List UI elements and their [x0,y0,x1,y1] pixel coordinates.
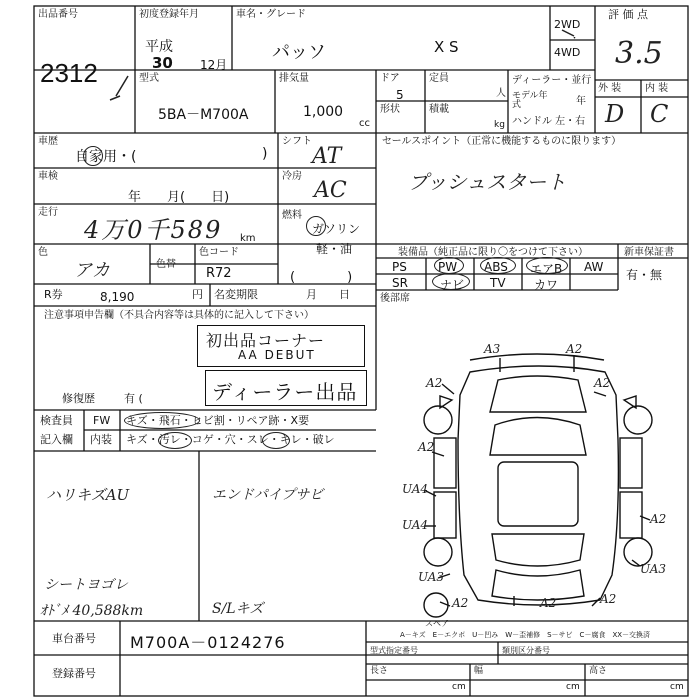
displacement: 1,000 [303,104,344,120]
mark-a2-front: A2 [566,342,583,356]
equip-navi: ナビ [440,278,465,292]
interior-row: キズ・汚レ・コゲ・穴・スレ・キレ・破レ [126,433,335,446]
era: 平成 [145,39,173,55]
mark-ua3-left-rear: UA3 [418,570,445,584]
ac-label: 冷房 [282,171,302,182]
width-label: 幅 [474,666,484,676]
stamp-line1: 初出品コーナー [206,331,326,350]
note-hand-5: S/Lキズ [212,601,264,617]
equip-sr: SR [392,276,408,290]
history-label: 車歴 [38,136,58,147]
reg-year: 30 [152,54,173,72]
equip-ps: PS [392,260,407,274]
repair-label: 修復歴 [62,392,95,405]
history-value: 自家用・( [75,149,137,165]
grade: X S [434,38,459,56]
stamp-line2: AA DEBUT [238,348,316,362]
shift-label: シフト [282,136,312,147]
door-label: ドア [380,73,400,84]
mark-a2-right-rear: A2 [650,512,667,526]
equipment-label: 装備品（純正品に限り〇をつけて下さい） [398,247,588,258]
mark-a3-front: A3 [484,342,501,356]
note-hand-2: エンドパイプサビ [212,487,324,503]
recycle-label: R券 [44,288,63,301]
name-change-suffix: 月 日 [306,288,350,301]
capacity-unit: 人 [496,88,506,99]
mark-a2-left-front: A2 [426,376,443,390]
rear-seat-label: 後部席 [380,293,410,304]
fw-label: FW [93,414,111,427]
history-close: ) [262,146,268,162]
color-change-label: 色替 [156,259,176,270]
color-code-paren: ( ) [290,270,353,285]
mark-a2-rear-center: A2 [540,596,557,610]
lot-label: 出品番号 [38,9,78,20]
handle-label: ハンドル 左・右 [512,116,586,127]
shape-label: 形状 [380,104,400,115]
interior-label: 内 装 [645,83,669,94]
drive-2wd: 2WD [554,18,581,31]
car-label: 車名・グレード [236,9,306,20]
recycle-amount: 8,190 [100,290,135,304]
height-label: 高さ [589,666,608,676]
name-change-label: 名変期限 [214,288,258,301]
load-label: 積載 [429,104,449,115]
first-reg-label: 初度登録年月 [139,9,199,20]
color-code: R72 [206,266,232,281]
inspect-label: 車検 [38,171,58,182]
inspector-label: 検査員 [40,414,73,427]
mark-a2-right-front: A2 [594,376,611,390]
mark-a2-rear-right: A2 [600,592,617,606]
equip-tv: TV [490,276,506,290]
stamp-dealer: ディーラー出品 [212,380,358,404]
equip-aw: AW [584,260,604,274]
fuel-label: 燃料 [282,210,302,221]
model-label: 型式 [139,73,159,84]
interior-grade: C [650,100,669,128]
capacity-label: 定員 [429,73,449,84]
equip-leather: カワ [534,278,559,292]
length-cm: cm [452,682,466,692]
spare-label: スペア [425,619,449,628]
km-unit: km [240,233,256,244]
mark-ua4-left-rear-door: UA4 [402,518,429,532]
repair-value: 有 ( [124,392,143,405]
doors: 5 [396,88,404,102]
color-label: 色 [38,247,48,258]
sales-hand: プッシュスタート [408,170,567,194]
notes-label: 注意事項申告欄（不具合内容等は具体的に記入して下さい） [44,310,314,321]
height-cm: cm [670,682,684,692]
note-hand-1: ハリキズAU [46,486,130,504]
displacement-label: 排気量 [279,73,309,84]
reg-label: 登録番号 [52,667,96,680]
drive-4wd: 4WD [554,46,581,59]
mileage-hand: 4万0千589 [84,216,223,244]
yen-unit: 円 [192,288,203,301]
equip-airbag: エアB [530,262,563,276]
mark-ua3-right-rear: UA3 [640,562,667,576]
equip-abs: ABS [484,260,508,274]
color-code-label: 色コード [199,247,239,258]
width-cm: cm [566,682,580,692]
chassis-number: M700A－0124276 [130,633,286,652]
mark-ua4-left-front-door: UA4 [402,482,429,496]
mark-a2-left-fender: A2 [418,440,435,454]
fuel-diesel: 軽・油 [316,242,353,256]
interior-row-label: 内装 [90,433,112,446]
length-label: 長さ [370,666,389,676]
cert-label: 型式指定番号 [370,646,418,655]
chassis-label: 車台番号 [52,632,96,645]
ac-hand: AC [314,178,347,203]
color-hand: アカ [74,260,110,281]
exterior-label: 外 装 [598,83,622,94]
score-label: 評 価 点 [608,8,648,21]
model: 5BA－M700A [158,107,249,123]
car-name: パッソ [272,42,326,63]
sales-label: セールスポイント（正常に機能するものに限ります） [382,136,622,147]
model-year-label: モデル年式 [512,91,548,110]
reg-month: 12月 [200,58,228,72]
load-unit: kg [494,120,505,130]
warranty-value: 有・無 [626,268,663,282]
class-label: 類別区分番号 [502,646,550,655]
damage-legend: A－キズ E－エクボ U－凹み W－歪補修 S－サビ C－腐食 XX－交換済 [400,631,651,639]
exterior-row: キズ・飛石・ヒビ割・リペア跡・X要 [126,414,310,427]
dealer-label: ディーラー・並行 [512,75,592,86]
fuel-gasoline: ガソリン [312,222,361,236]
score: 3.5 [615,36,663,71]
lot-number: 2312 [40,58,98,88]
inspect-value: 年 月( 日) [128,190,230,205]
cc-unit: cc [359,118,370,129]
shift-hand: AT [312,144,342,169]
exterior-grade: D [605,100,625,128]
mileage-label: 走行 [38,207,58,218]
note-hand-3: シートヨゴレ [44,577,128,593]
warranty-label: 新車保証書 [624,247,674,258]
entry-label: 記入欄 [40,433,73,446]
equip-pw: PW [438,260,458,274]
note-hand-4: ｵﾄﾞﾒ 40,588km [40,603,144,619]
year-unit: 年 [576,96,586,107]
mark-a2-rear-left: A2 [452,596,469,610]
